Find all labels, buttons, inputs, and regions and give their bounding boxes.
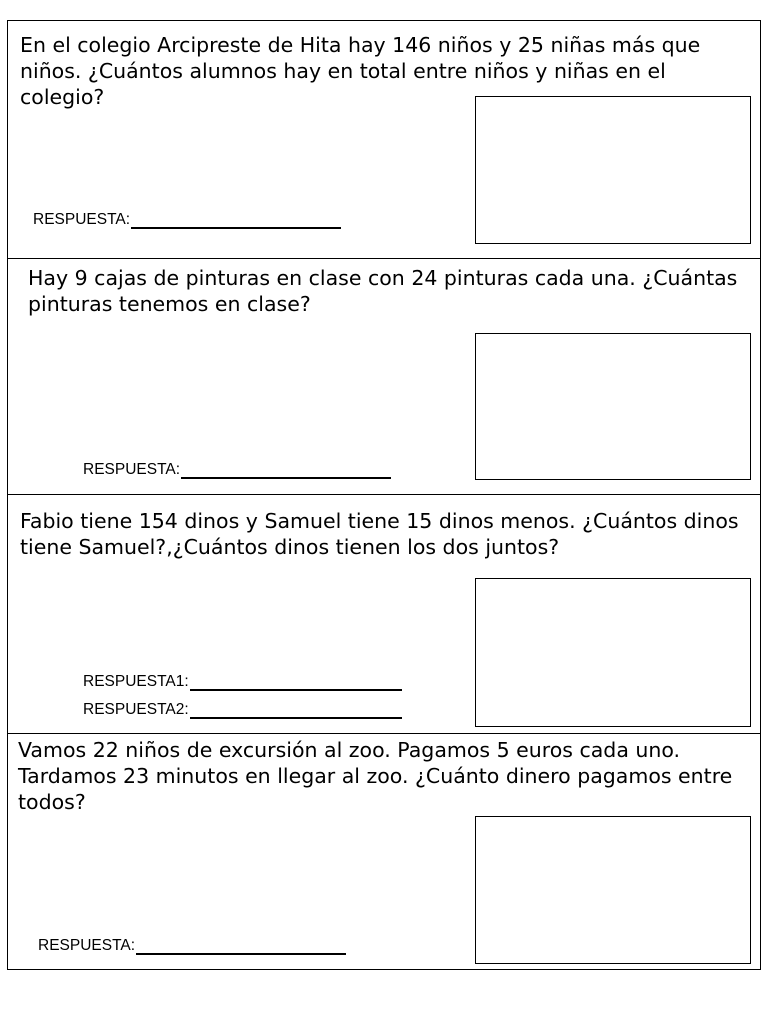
problem-1-question: En el colegio Arcipreste de Hita hay 146 niños y 25 niñas más que niños. ¿Cuántos alumnos hay en total entre niños y niñas en el colegio? [20,33,701,109]
divider-2 [8,494,760,495]
problem-2-answer-line[interactable] [181,463,391,479]
problem-3-work-box [475,578,751,727]
worksheet [7,20,761,970]
problem-1-work-box [475,96,751,244]
problem-1-answer-line[interactable] [131,213,341,229]
problem-3-question: Fabio tiene 154 dinos y Samuel tiene 15 dinos menos. ¿Cuántos dinos tiene Samuel?,¿Cuántos dinos tienen los dos juntos? [20,509,739,559]
problem-3-answer-1-label: RESPUESTA1: [83,673,189,690]
problem-1-answer-label: RESPUESTA: [33,211,131,228]
divider-3 [8,733,760,734]
problem-3-answer-1 [83,673,402,691]
problem-3-answer-2-label: RESPUESTA2: [83,701,189,718]
divider-1 [8,258,760,259]
problem-2-work-box [475,333,751,480]
problem-4-answer-label: RESPUESTA: [38,937,136,954]
problem-2-answer [83,461,391,479]
problem-4-question: Vamos 22 niños de excursión al zoo. Pagamos 5 euros cada uno. Tardamos 23 minutos en llegar al zoo. ¿Cuánto dinero pagamos entre todos? [18,738,733,814]
problem-4-answer [38,937,346,955]
problem-3-answer-2-line[interactable] [190,703,402,719]
problem-4-work-box [475,816,751,964]
problem-3-answer-1-line[interactable] [190,675,402,691]
problem-4-answer-line[interactable] [136,939,346,955]
problem-1-answer [33,211,341,229]
problem-2-answer-label: RESPUESTA: [83,461,181,478]
problem-3-answer-2 [83,701,402,719]
problem-2-question: Hay 9 cajas de pinturas en clase con 24 pinturas cada una. ¿Cuántas pinturas tenemos en clase? [28,266,738,316]
